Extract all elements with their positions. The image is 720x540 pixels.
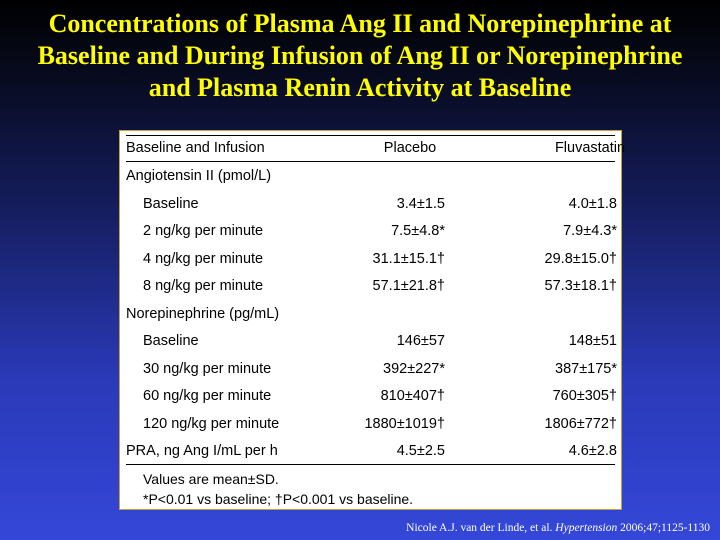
cell-placebo: 4.5±2.5: [396, 443, 445, 459]
cell-fluvastatin: 4.6±2.8: [568, 443, 617, 459]
table-row: [120, 356, 621, 384]
table-row: [120, 218, 621, 246]
table-bottom-rule: [126, 464, 615, 465]
cell-fluvastatin: 148±51: [568, 333, 617, 349]
table-row: [120, 383, 621, 411]
row-section-label: Angiotensin II (pmol/L): [126, 168, 272, 184]
footnote-significance: *P<0.01 vs baseline; †P<0.001 vs baseline.: [143, 491, 414, 507]
citation-authors: Nicole A.J. van der Linde, et al.: [406, 522, 553, 534]
table-header-rule: [126, 161, 615, 162]
table-header-row: [120, 135, 626, 163]
cell-placebo: 810±407†: [380, 388, 445, 404]
row-section-label: PRA, ng Ang I/mL per h: [126, 443, 278, 459]
title-line-1: Concentrations of Plasma Ang II and Norepinephrine at: [48, 9, 672, 38]
cell-fluvastatin: 29.8±15.0†: [544, 250, 617, 267]
table-row: [120, 328, 621, 356]
citation-ref: 2006;47;1125-1130: [620, 522, 710, 534]
cell-fluvastatin: 387±175*: [555, 360, 617, 377]
table-row: [120, 273, 621, 301]
header-placebo: Placebo: [383, 140, 437, 156]
cell-fluvastatin: 760±305†: [552, 388, 617, 404]
table-row: [120, 191, 621, 219]
row-label: Baseline: [143, 333, 199, 349]
cell-fluvastatin: 57.3±18.1†: [544, 278, 617, 294]
table-row: [120, 301, 621, 329]
citation-journal: Hypertension: [555, 522, 618, 534]
data-table: [119, 130, 626, 510]
table-footnotes: [143, 469, 413, 509]
title-line-2: Baseline and During Infusion of Ang II or Norepinephrine: [37, 41, 683, 70]
cell-placebo: 31.1±15.1†: [372, 250, 445, 267]
row-label: 60 ng/kg per minute: [143, 388, 272, 404]
cell-fluvastatin: 1806±772†: [544, 415, 617, 432]
header-baseline-infusion: Baseline and Infusion: [126, 140, 265, 156]
row-label: Baseline: [143, 195, 199, 212]
cell-fluvastatin: 4.0±1.8: [568, 195, 617, 212]
header-fluvastatin: Fluvastatin: [554, 140, 626, 156]
cell-placebo: 392±227*: [383, 360, 445, 377]
cell-placebo: 3.4±1.5: [396, 195, 445, 212]
table-row: [120, 411, 621, 439]
row-label: 8 ng/kg per minute: [143, 278, 264, 294]
row-label: 2 ng/kg per minute: [143, 223, 264, 239]
table-row: [120, 438, 621, 466]
table-row: [120, 246, 621, 274]
row-label: 4 ng/kg per minute: [143, 250, 264, 267]
cell-placebo: 1880±1019†: [364, 415, 445, 432]
row-label: 120 ng/kg per minute: [143, 415, 280, 432]
cell-placebo: 7.5±4.8*: [391, 223, 445, 239]
table-row: [120, 163, 621, 191]
title-line-3: and Plasma Renin Activity at Baseline: [148, 73, 572, 102]
row-section-label: Norepinephrine (pg/mL): [126, 305, 280, 322]
footnote-values: Values are mean±SD.: [143, 471, 279, 487]
cell-placebo: 146±57: [396, 333, 445, 349]
cell-fluvastatin: 7.9±4.3*: [563, 223, 617, 239]
row-label: 30 ng/kg per minute: [143, 360, 272, 377]
cell-placebo: 57.1±21.8†: [372, 278, 445, 294]
citation: [406, 522, 710, 534]
slide-title: [0, 8, 720, 104]
